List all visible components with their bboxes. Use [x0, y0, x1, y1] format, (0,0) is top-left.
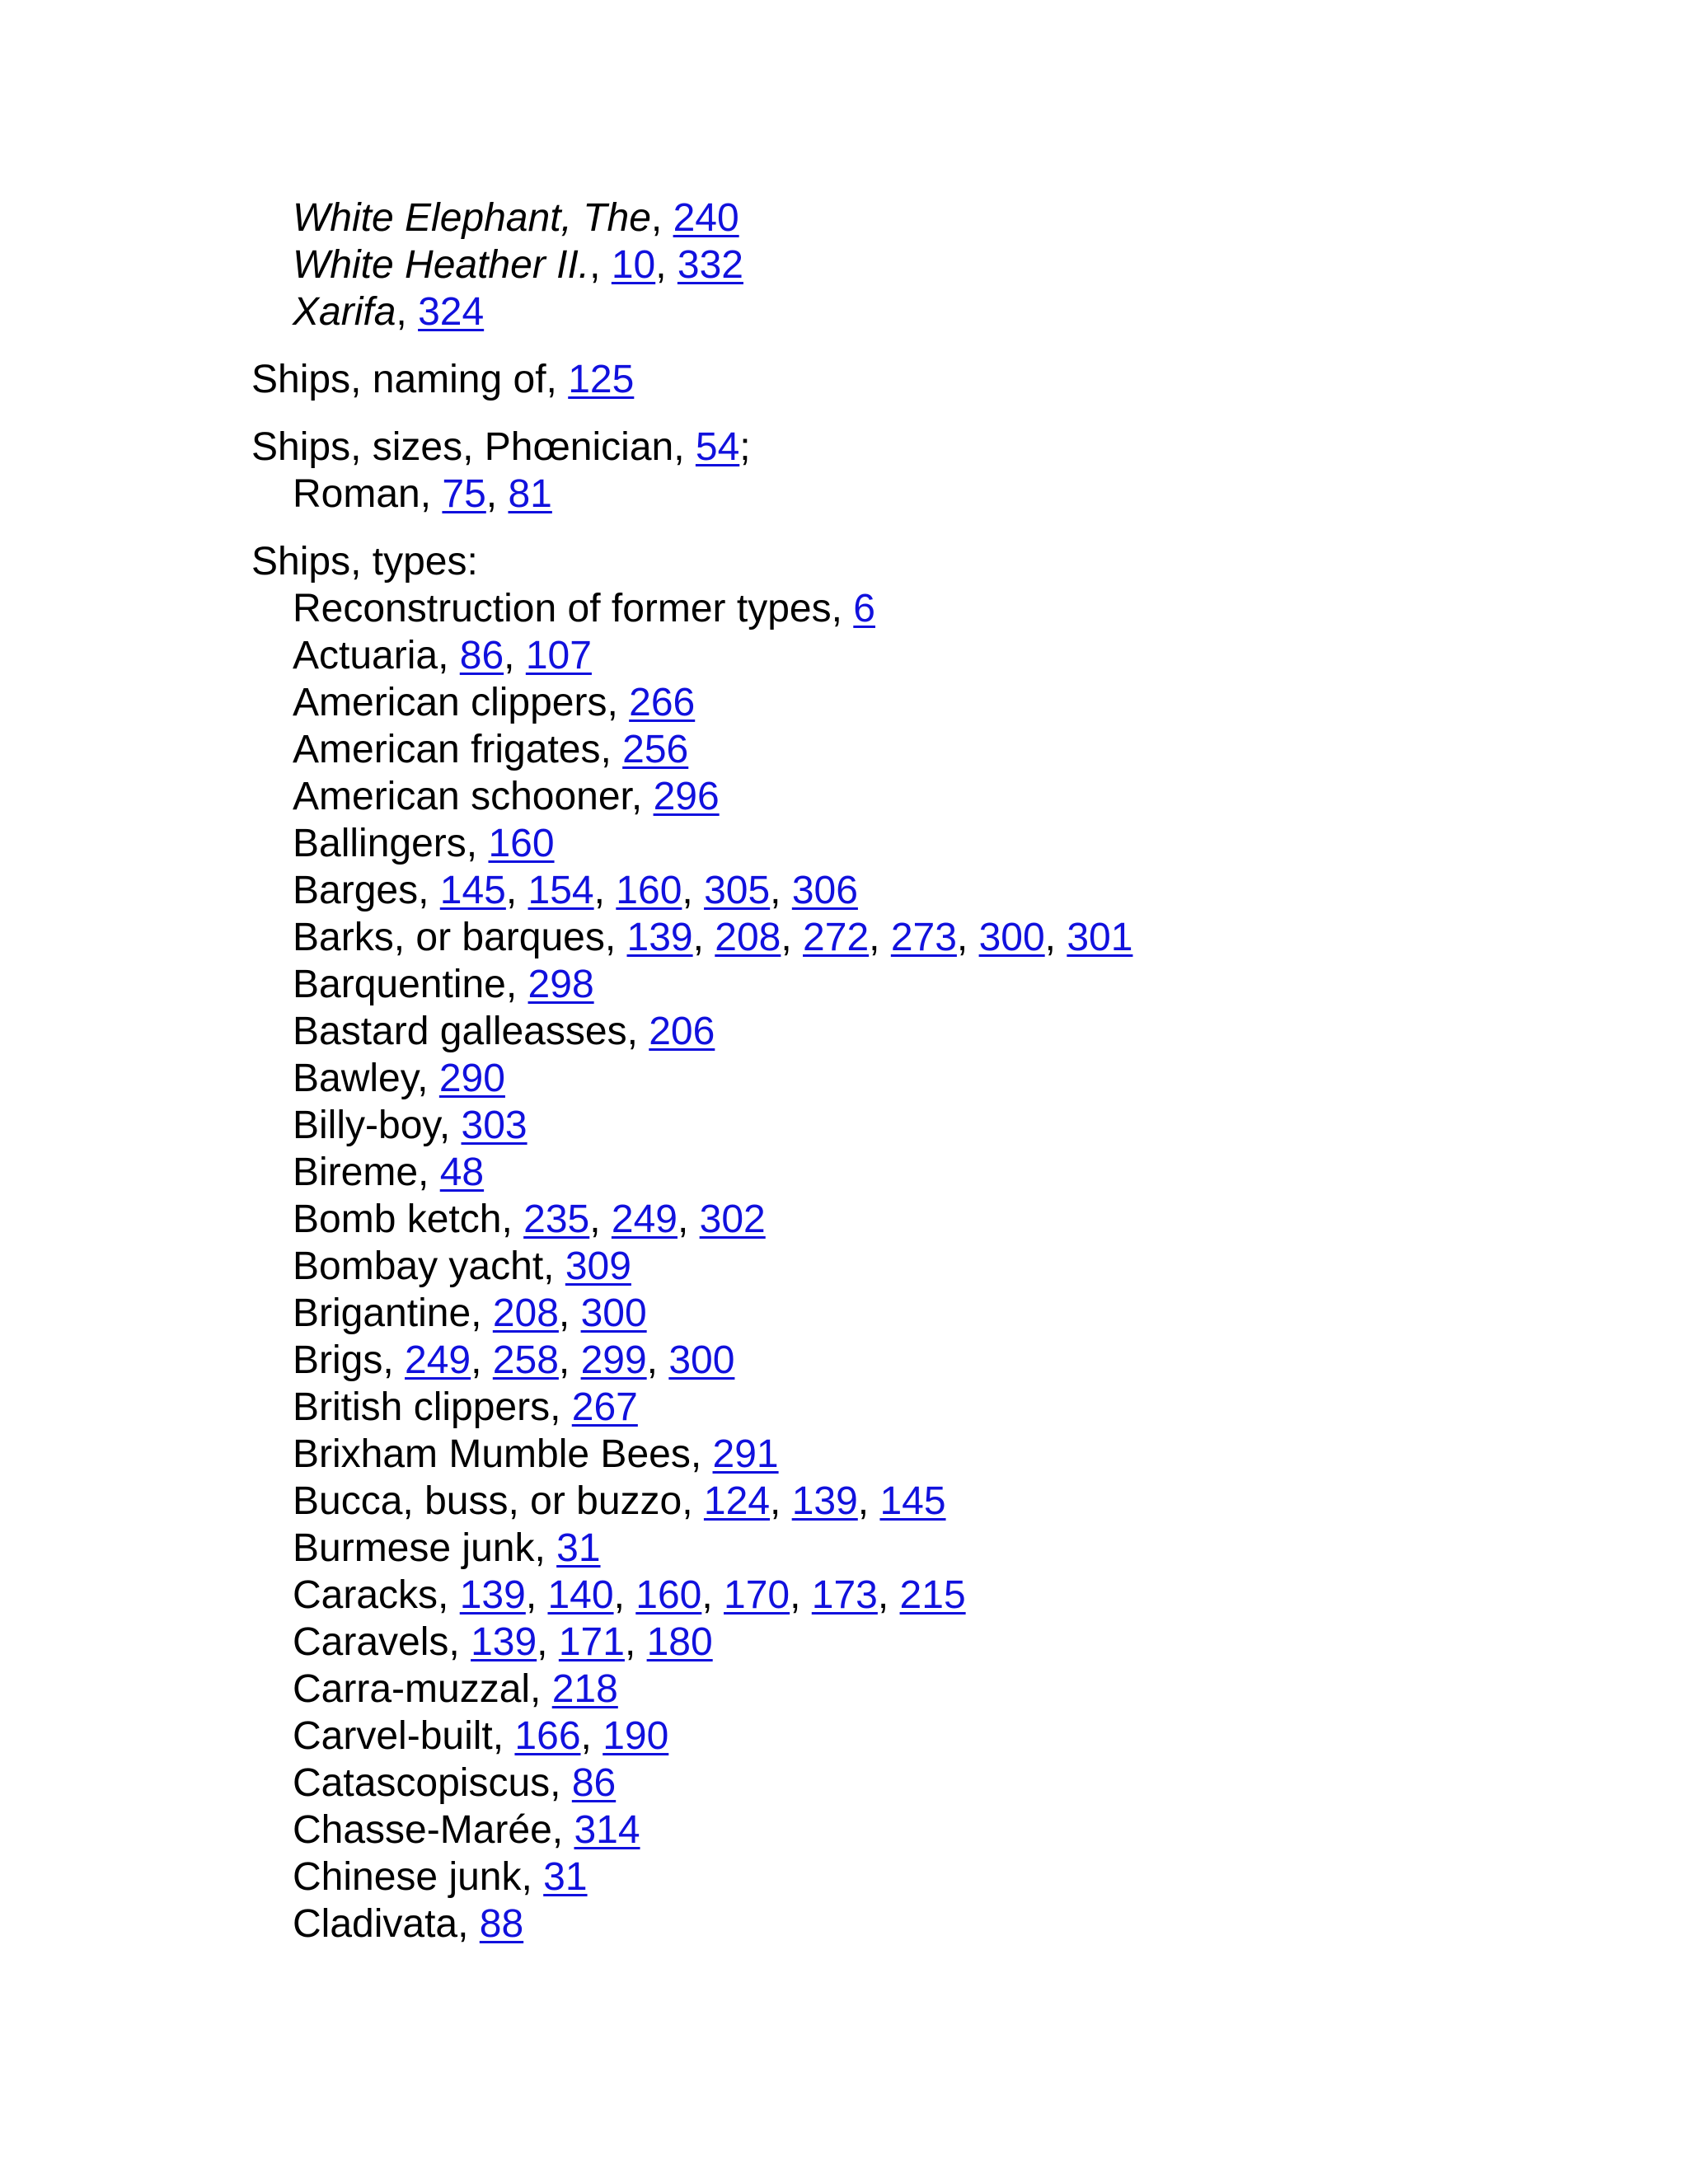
- page-link[interactable]: 296: [653, 775, 720, 818]
- index-entry-group: [251, 356, 1132, 403]
- index-subentry: [251, 914, 1132, 961]
- separator: ,: [525, 1573, 548, 1617]
- page-link[interactable]: 180: [646, 1620, 713, 1664]
- index-subentry: [251, 1102, 1132, 1149]
- entry-term: Carvel-built: [293, 1714, 493, 1758]
- entry-term: Reconstruction of former types: [293, 587, 832, 630]
- entry-term: Chasse-Marée: [293, 1808, 552, 1852]
- page-link[interactable]: 206: [649, 1010, 715, 1053]
- separator: ,: [537, 1620, 559, 1664]
- entry-term: Bombay yacht: [293, 1244, 544, 1288]
- index-entry: [251, 356, 1132, 403]
- separator: ,: [492, 1714, 515, 1758]
- entry-term: Barquentine: [293, 963, 506, 1006]
- separator: ,: [613, 1573, 636, 1617]
- entry-term: British clippers: [293, 1385, 551, 1429]
- page-link[interactable]: 272: [803, 916, 870, 959]
- separator: ,: [485, 472, 509, 516]
- page-link[interactable]: 249: [405, 1338, 471, 1382]
- page-link[interactable]: 240: [673, 196, 739, 240]
- page-link[interactable]: 298: [528, 963, 594, 1006]
- separator: ,: [505, 869, 528, 912]
- page-link[interactable]: 218: [551, 1667, 618, 1711]
- separator: ,: [604, 916, 627, 959]
- entry-term: White Elephant, The: [293, 196, 651, 240]
- entry-term: Caravels: [293, 1620, 449, 1664]
- separator: ,: [624, 1620, 647, 1664]
- separator: ,: [869, 916, 891, 959]
- entry-term: Bucca, buss, or buzzo: [293, 1479, 682, 1523]
- index-subentry: [251, 1008, 1132, 1055]
- separator: ,: [550, 1385, 572, 1429]
- separator: ,: [448, 1620, 471, 1664]
- page-link[interactable]: 88: [479, 1902, 524, 1946]
- page-link[interactable]: 86: [571, 1761, 617, 1805]
- separator: ,: [701, 1573, 724, 1617]
- separator: ,: [600, 728, 623, 771]
- entry-term: Carra-muzzal: [293, 1667, 531, 1711]
- index-subentry: [251, 1431, 1132, 1478]
- entry-term: Cladivata: [293, 1902, 458, 1946]
- page-link[interactable]: 86: [459, 634, 504, 677]
- entry-term: Bomb ketch: [293, 1197, 502, 1241]
- index-subentry: [251, 1760, 1132, 1807]
- separator: ,: [677, 1197, 700, 1241]
- index-subentry: [251, 241, 1132, 288]
- page-link[interactable]: 31: [556, 1526, 601, 1570]
- entry-term: Ballingers: [293, 822, 467, 865]
- separator: ,: [457, 1902, 480, 1946]
- separator: ,: [382, 1338, 406, 1382]
- page-link[interactable]: 31: [543, 1855, 588, 1899]
- entry-term: Ships, naming of: [251, 358, 546, 401]
- separator: ,: [589, 1197, 612, 1241]
- page-link[interactable]: 10: [611, 243, 656, 287]
- index-subentry: [251, 1713, 1132, 1760]
- separator: ,: [534, 1526, 557, 1570]
- index-subentry: [251, 773, 1132, 820]
- page-link[interactable]: 305: [704, 869, 771, 912]
- separator: ,: [505, 963, 528, 1006]
- separator: ,: [396, 290, 419, 334]
- page-link[interactable]: 124: [703, 1479, 771, 1523]
- page-link[interactable]: 208: [715, 916, 781, 959]
- entry-term: Billy-boy: [293, 1104, 439, 1147]
- separator: ,: [593, 869, 617, 912]
- entry-term: Caracks: [293, 1573, 438, 1617]
- page-link[interactable]: 215: [899, 1573, 966, 1617]
- separator: ,: [646, 1338, 669, 1382]
- separator: ,: [770, 1479, 792, 1523]
- page-link[interactable]: 173: [811, 1573, 878, 1617]
- index-subentry: [251, 471, 1132, 518]
- entry-term: Ships, sizes, Phœnician: [251, 425, 674, 469]
- separator: ,: [650, 196, 673, 240]
- separator: ,: [877, 1573, 900, 1617]
- page-link[interactable]: 145: [879, 1479, 946, 1523]
- index-subentry: [251, 632, 1132, 679]
- separator: ,: [558, 1291, 581, 1335]
- page-link[interactable]: 267: [571, 1385, 638, 1429]
- index-subentry: [251, 1572, 1132, 1619]
- entry-term: Xarifa: [293, 290, 396, 334]
- page-link[interactable]: 166: [514, 1714, 581, 1758]
- page-link[interactable]: 273: [890, 916, 957, 959]
- index-subentry: [251, 867, 1132, 914]
- separator: ,: [770, 869, 792, 912]
- entry-term: Bawley: [293, 1057, 418, 1100]
- entry-term: Burmese junk: [293, 1526, 535, 1570]
- separator: ,: [417, 1057, 439, 1100]
- index-subentry: [251, 820, 1132, 867]
- separator: ,: [550, 1761, 572, 1805]
- index-subentry: [251, 1149, 1132, 1196]
- separator: ,: [466, 822, 489, 865]
- index-subentry: [251, 1478, 1132, 1525]
- index-subentry: [251, 961, 1132, 1008]
- entry-term: American clippers: [293, 681, 607, 724]
- page-link[interactable]: 160: [616, 869, 682, 912]
- index-entry-group: [251, 194, 1132, 335]
- entry-term: Brigantine: [293, 1291, 471, 1335]
- page-link[interactable]: 249: [611, 1197, 678, 1241]
- entry-term: Ships, types:: [251, 540, 478, 583]
- index-entry: [251, 424, 1132, 471]
- separator: ,: [438, 1104, 462, 1147]
- page-link[interactable]: 290: [438, 1057, 505, 1100]
- separator: ,: [673, 425, 696, 469]
- separator: ,: [655, 243, 678, 287]
- index-subentry: [251, 585, 1132, 632]
- page-link[interactable]: 235: [523, 1197, 590, 1241]
- index-entry: [251, 538, 1132, 585]
- separator: ,: [857, 1479, 880, 1523]
- page-link[interactable]: 75: [442, 472, 486, 516]
- separator: ,: [692, 916, 715, 959]
- index-subentry: [251, 194, 1132, 241]
- page-link[interactable]: 302: [699, 1197, 766, 1241]
- index-subentry: [251, 1619, 1132, 1666]
- entry-term: Brixham Mumble Bees: [293, 1432, 691, 1476]
- separator: ,: [420, 472, 443, 516]
- separator: ,: [626, 1010, 649, 1053]
- page-link[interactable]: 48: [439, 1151, 485, 1194]
- entry-term: Actuaria: [293, 634, 438, 677]
- separator: ,: [682, 1479, 704, 1523]
- page-link[interactable]: 300: [580, 1291, 647, 1335]
- separator: ,: [546, 358, 569, 401]
- page-link[interactable]: 170: [724, 1573, 790, 1617]
- index-subentry: [251, 726, 1132, 773]
- page-link[interactable]: 6: [853, 587, 875, 630]
- entry-term: American schooner: [293, 775, 631, 818]
- separator: ,: [682, 869, 705, 912]
- separator: ,: [471, 1338, 493, 1382]
- page-link[interactable]: 160: [488, 822, 555, 865]
- page-link[interactable]: 139: [626, 916, 693, 959]
- page-link[interactable]: 171: [558, 1620, 625, 1664]
- index-subentry: [251, 1055, 1132, 1102]
- entry-term: Bastard galleasses: [293, 1010, 627, 1053]
- page-link[interactable]: 154: [528, 869, 594, 912]
- index-entry-group: [251, 424, 1132, 518]
- index-subentry: [251, 1900, 1132, 1947]
- separator: ,: [551, 1808, 574, 1852]
- page-link[interactable]: 299: [580, 1338, 647, 1382]
- entry-term: American frigates: [293, 728, 601, 771]
- separator: ,: [589, 243, 612, 287]
- page-link[interactable]: 256: [622, 728, 689, 771]
- separator: ,: [580, 1714, 603, 1758]
- entry-term: Roman: [293, 472, 420, 516]
- separator: ,: [790, 1573, 812, 1617]
- index-subentry: [251, 1243, 1132, 1290]
- separator: ,: [530, 1667, 552, 1711]
- separator: ,: [543, 1244, 565, 1288]
- entry-term: Barks, or barques: [293, 916, 605, 959]
- index-subentry: [251, 1666, 1132, 1713]
- separator: ,: [418, 869, 440, 912]
- page-link[interactable]: 300: [978, 916, 1045, 959]
- page-link[interactable]: 306: [791, 869, 858, 912]
- page-link[interactable]: 208: [492, 1291, 559, 1335]
- entry-term: Chinese junk: [293, 1855, 522, 1899]
- index-entry-group: [251, 538, 1132, 1947]
- index-subentry: [251, 1807, 1132, 1854]
- separator: ,: [438, 634, 460, 677]
- page-link[interactable]: 332: [677, 243, 743, 287]
- page-link[interactable]: 145: [439, 869, 506, 912]
- page-link[interactable]: 125: [568, 358, 635, 401]
- page-link[interactable]: 314: [574, 1808, 640, 1852]
- page-link[interactable]: 54: [695, 425, 740, 469]
- index-subentry: [251, 288, 1132, 335]
- separator: ,: [956, 916, 979, 959]
- index-subentry: [251, 679, 1132, 726]
- page-link[interactable]: 107: [525, 634, 592, 677]
- index-subentry: [251, 1290, 1132, 1337]
- entry-term: Barges: [293, 869, 419, 912]
- separator: ,: [471, 1291, 493, 1335]
- index-subentry: [251, 1854, 1132, 1900]
- index-subentry: [251, 1337, 1132, 1384]
- page-link[interactable]: 266: [629, 681, 696, 724]
- index-subentry: [251, 1384, 1132, 1431]
- page-link[interactable]: 81: [508, 472, 552, 516]
- separator: ,: [781, 916, 804, 959]
- entry-suffix: ;: [739, 425, 751, 469]
- page-link[interactable]: 139: [471, 1620, 537, 1664]
- page-link[interactable]: 324: [418, 290, 485, 334]
- entry-term: Brigs: [293, 1338, 383, 1382]
- separator: ,: [521, 1855, 544, 1899]
- separator: ,: [501, 1197, 524, 1241]
- separator: ,: [1044, 916, 1067, 959]
- page-link[interactable]: 140: [547, 1573, 614, 1617]
- page-link[interactable]: 301: [1067, 916, 1133, 959]
- entry-term: Catascopiscus: [293, 1761, 551, 1805]
- separator: ,: [438, 1573, 460, 1617]
- separator: ,: [504, 634, 526, 677]
- separator: ,: [558, 1338, 581, 1382]
- separator: ,: [418, 1151, 440, 1194]
- index-page: [251, 194, 1132, 1968]
- page-link[interactable]: 190: [603, 1714, 669, 1758]
- page-link[interactable]: 300: [668, 1338, 735, 1382]
- entry-term: Bireme: [293, 1151, 419, 1194]
- entry-term: White Heather II.: [293, 243, 590, 287]
- page-link[interactable]: 309: [565, 1244, 631, 1288]
- index-subentry: [251, 1525, 1132, 1572]
- page-link[interactable]: 139: [791, 1479, 858, 1523]
- separator: ,: [831, 587, 854, 630]
- separator: ,: [690, 1432, 713, 1476]
- page-link[interactable]: 139: [459, 1573, 526, 1617]
- separator: ,: [631, 775, 654, 818]
- page-link[interactable]: 160: [635, 1573, 702, 1617]
- index-subentry: [251, 1196, 1132, 1243]
- page-link[interactable]: 258: [492, 1338, 559, 1382]
- page-link[interactable]: 291: [712, 1432, 779, 1476]
- page-link[interactable]: 303: [461, 1104, 528, 1147]
- separator: ,: [607, 681, 630, 724]
